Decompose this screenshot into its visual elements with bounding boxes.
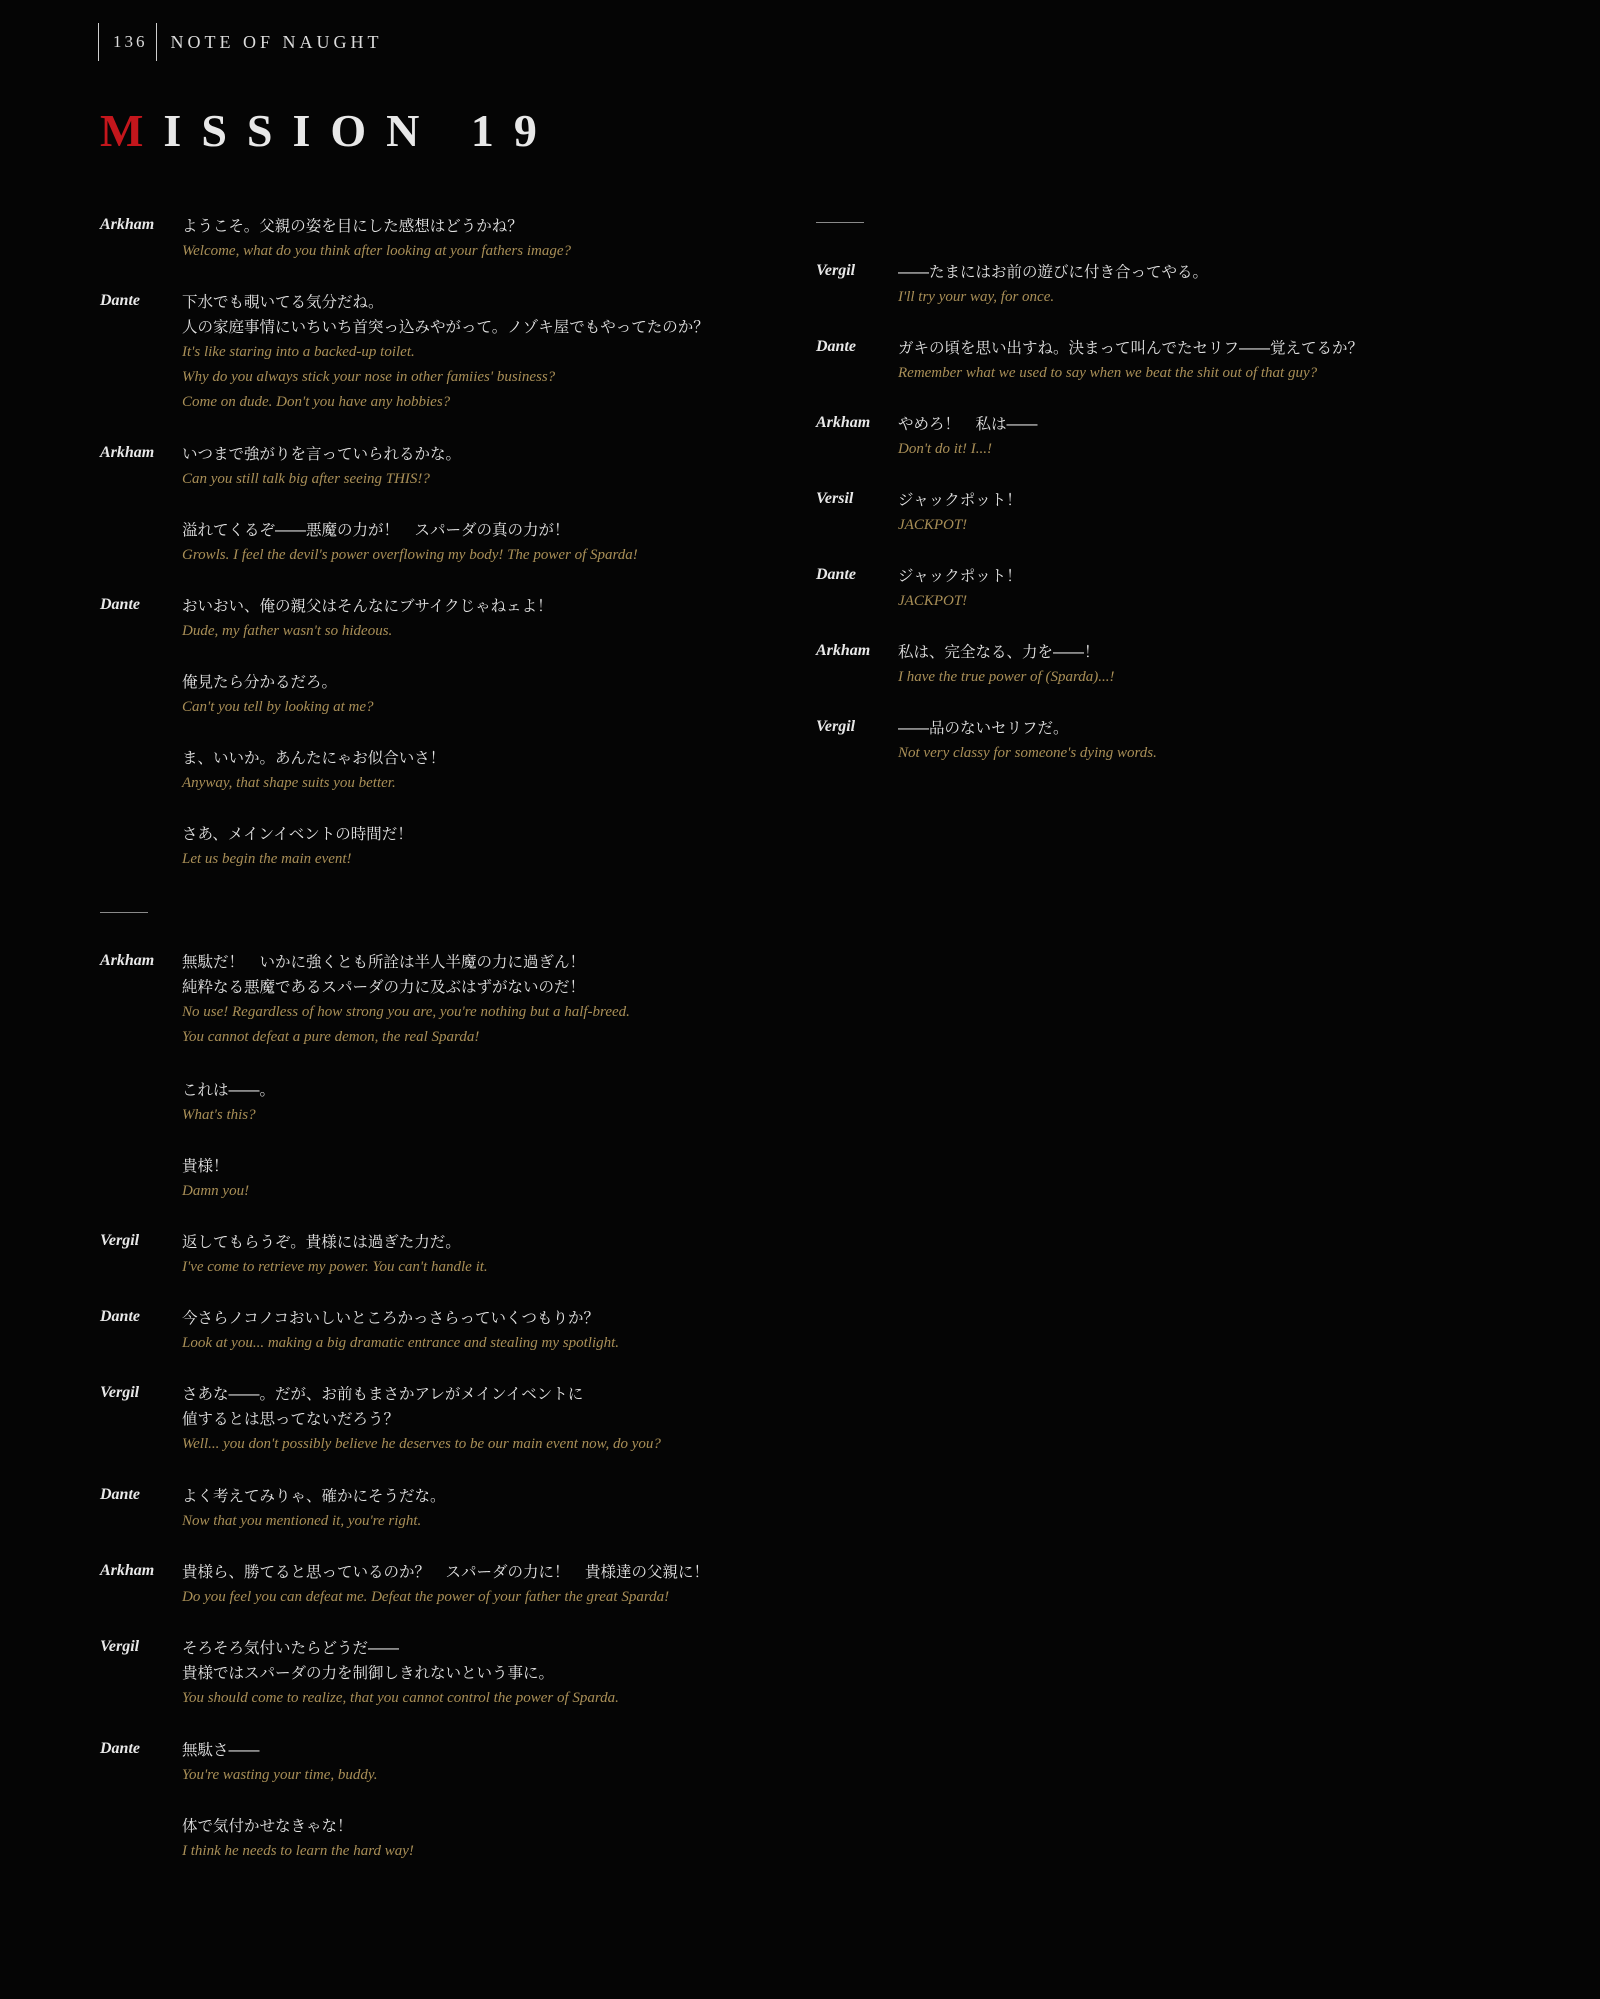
english-line: You should come to realize, that you cannot control the power of Sparda.	[182, 1690, 619, 1706]
speaker-name: Arkham	[816, 414, 871, 431]
english-line: I've come to retrieve my power. You can't handle it.	[182, 1259, 488, 1275]
japanese-line: 値するとは思ってないだろう？	[182, 1410, 400, 1428]
book-title: NOTE OF NAUGHT	[170, 31, 383, 52]
english-line: Let us begin the main event!	[182, 851, 352, 867]
japanese-line: ま、いいか。あんたにゃお似合いさ！	[182, 749, 446, 767]
english-line: Don't do it! I...!	[898, 441, 993, 457]
speaker-name: Arkham	[100, 216, 155, 233]
japanese-line: 人の家庭事情にいちいち首突っ込みやがって。ノゾキ屋でもやってたのか？	[182, 318, 709, 336]
english-line: Now that you mentioned it, you're right.	[182, 1513, 422, 1529]
english-line: Not very classy for someone's dying words.	[898, 745, 1157, 761]
english-line: No use! Regardless of how strong you are, you're nothing but a half-breed.	[182, 1004, 630, 1020]
japanese-line: ジャックポット！	[898, 491, 1022, 509]
speaker-name: Dante	[816, 566, 856, 583]
section-divider	[100, 912, 148, 913]
japanese-line: そろそろ気付いたらどうだ――	[182, 1639, 400, 1657]
speaker-name: Vergil	[816, 718, 856, 735]
english-line: Remember what we used to say when we beat the shit out of that guy?	[898, 365, 1318, 381]
english-line: JACKPOT!	[898, 593, 968, 609]
mission-title	[100, 104, 557, 157]
japanese-line: よく考えてみりゃ、確かにそうだな。	[182, 1487, 446, 1505]
english-line: Growls. I feel the devil's power overflowing my body! The power of Sparda!	[182, 547, 638, 563]
english-line: Come on dude. Don't you have any hobbies?	[182, 394, 451, 410]
speaker-name: Versil	[816, 490, 854, 507]
japanese-line: 無駄だ！ いかに強くとも所詮は半人半魔の力に過ぎん！	[182, 953, 586, 971]
english-line: Well... you don't possibly believe he deserves to be our main event now, do you?	[182, 1436, 661, 1452]
japanese-line: さあな――。だが、お前もまさかアレがメインイベントに	[182, 1385, 584, 1403]
speaker-name: Vergil	[100, 1232, 140, 1249]
english-line: Dude, my father wasn't so hideous.	[182, 623, 393, 639]
mission-title-initial: M	[100, 105, 164, 156]
english-line: I think he needs to learn the hard way!	[182, 1843, 414, 1859]
japanese-line: 今さらノコノコおいしいところかっさらっていくつもりか？	[182, 1309, 599, 1327]
speaker-name: Vergil	[816, 262, 856, 279]
english-line: Can't you tell by looking at me?	[182, 699, 374, 715]
speaker-name: Arkham	[816, 642, 871, 659]
english-line: What's this?	[182, 1107, 256, 1123]
speaker-name: Arkham	[100, 1562, 155, 1579]
english-line: You're wasting your time, buddy.	[182, 1767, 378, 1783]
japanese-line: 貴様ではスパーダの力を制御しきれないという事に。	[182, 1664, 555, 1682]
japanese-line: 無駄さ――	[182, 1741, 260, 1759]
english-line: I'll try your way, for once.	[898, 289, 1055, 305]
speaker-name: Dante	[100, 1740, 140, 1757]
japanese-line: ――品のないセリフだ。	[898, 719, 1069, 737]
japanese-line: ようこそ。父親の姿を目にした感想はどうかね？	[182, 217, 523, 235]
japanese-line: ガキの頃を思い出すね。決まって叫んでたセリフ――覚えてるか？	[898, 339, 1364, 357]
japanese-line: 溢れてくるぞ――悪魔の力が！ スパーダの真の力が！	[182, 521, 570, 539]
japanese-line: おいおい、俺の親父はそんなにブサイクじゃねェよ！	[182, 597, 553, 615]
english-line: It's like staring into a backed-up toilet.	[182, 344, 415, 360]
japanese-line: いつまで強がりを言っていられるかな。	[182, 445, 462, 463]
japanese-line: 俺見たら分かるだろ。	[182, 673, 338, 691]
english-line: I have the true power of (Sparda)...!	[898, 669, 1115, 685]
japanese-line: これは――。	[182, 1081, 276, 1099]
english-line: Anyway, that shape suits you better.	[182, 775, 396, 791]
page-number: 136	[113, 32, 148, 51]
mission-title-rest: ISSION 19	[163, 105, 557, 156]
english-line: Why do you always stick your nose in other famiies' business?	[182, 369, 556, 385]
page-header	[98, 22, 383, 62]
japanese-line: ――たまにはお前の遊びに付き合ってやる。	[898, 263, 1209, 281]
speaker-name: Dante	[100, 596, 140, 613]
speaker-name: Vergil	[100, 1384, 140, 1401]
english-line: Look at you... making a big dramatic entrance and stealing my spotlight.	[182, 1335, 620, 1351]
japanese-line: 私は、完全なる、力を――！	[898, 643, 1100, 661]
japanese-line: さあ、メインイベントの時間だ！	[182, 825, 413, 843]
english-line: Welcome, what do you think after looking at your fathers image?	[182, 243, 571, 259]
english-line: JACKPOT!	[898, 517, 968, 533]
japanese-line: 体で気付かせなきゃな！	[182, 1817, 353, 1835]
japanese-line: 貴様ら、勝てると思っているのか？ スパーダの力に！ 貴様達の父親に！	[182, 1563, 710, 1581]
japanese-line: やめろ！ 私は――	[898, 415, 1038, 433]
japanese-line: 返してもらうぞ。貴様には過ぎた力だ。	[182, 1233, 461, 1251]
speaker-name: Dante	[100, 292, 140, 309]
speaker-name: Dante	[816, 338, 856, 355]
speaker-name: Arkham	[100, 444, 155, 461]
japanese-line: 貴様！	[182, 1157, 229, 1175]
english-line: Damn you!	[182, 1183, 250, 1199]
speaker-name: Dante	[100, 1486, 140, 1503]
japanese-line: 純粋なる悪魔であるスパーダの力に及ぶはずがないのだ！	[182, 978, 586, 996]
japanese-line: 下水でも覗いてる気分だね。	[182, 293, 384, 311]
english-line: Do you feel you can defeat me. Defeat the power of your father the great Sparda!	[182, 1589, 670, 1605]
speaker-name: Dante	[100, 1308, 140, 1325]
english-line: Can you still talk big after seeing THIS!?	[182, 471, 430, 487]
section-divider	[816, 222, 864, 223]
english-line: You cannot defeat a pure demon, the real Sparda!	[182, 1029, 480, 1045]
speaker-name: Vergil	[100, 1638, 140, 1655]
japanese-line: ジャックポット！	[898, 567, 1022, 585]
speaker-name: Arkham	[100, 952, 155, 969]
